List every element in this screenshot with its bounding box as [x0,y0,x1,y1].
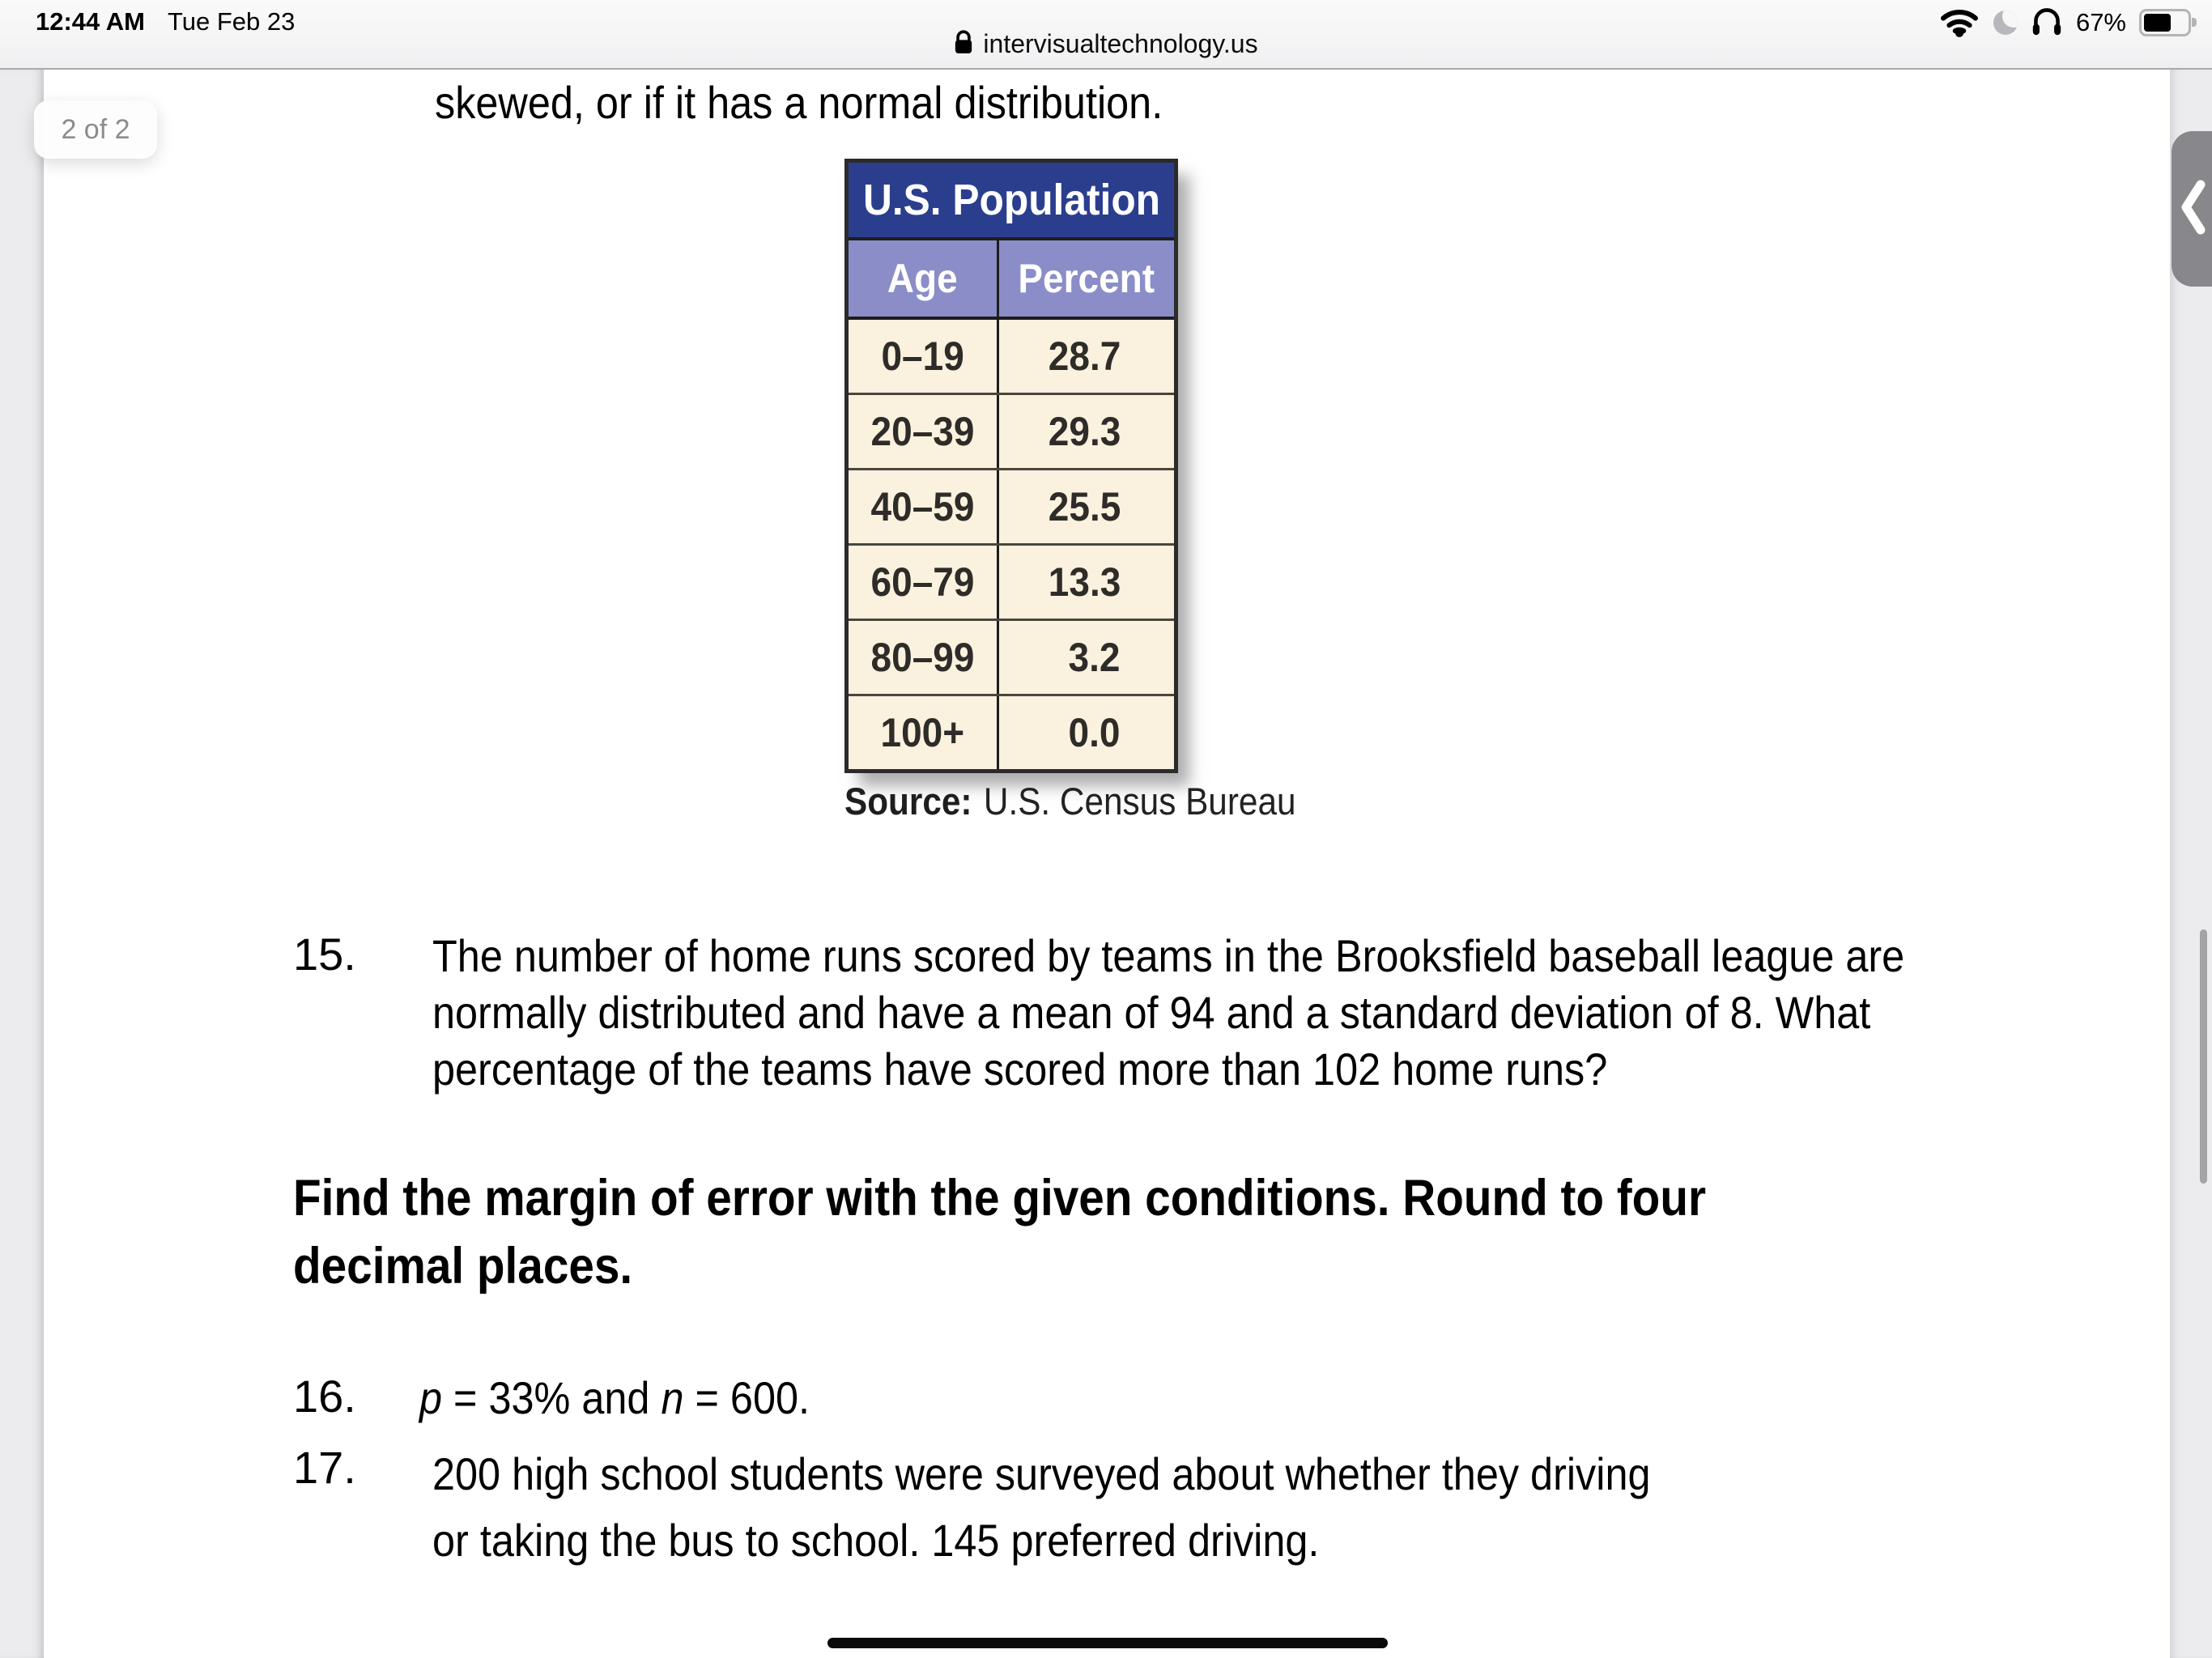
chevron-left-icon [2178,175,2210,244]
problem-15-number: 15. [293,929,356,980]
lock-icon [954,29,973,59]
sidebar-toggle-button[interactable] [2172,131,2212,287]
battery-percent: 67% [2075,8,2126,36]
table-col-header-age: Age [849,240,999,317]
url-bar[interactable] [954,29,1257,59]
right-gutter [2170,70,2212,1658]
scrollbar-thumb[interactable] [2200,929,2207,1184]
problem-15-text: The number of home runs scored by teams in the Brooksfield baseball league are normally distributed and have a mean of 94 and a standard deviation of 8. What percentage of the teams have scored more than 102 home runs? [432,930,1905,1095]
page-indicator-label: 2 of 2 [61,113,130,145]
page-indicator [34,100,157,159]
intro-text: skewed, or if it has a normal distribution. [435,77,1163,128]
table-row: 20–39 29.3 [849,395,1174,470]
date: Tue Feb 23 [167,7,296,36]
section-heading: Find the margin of error with the given conditions. Round to four decimal places. [293,1170,1707,1295]
table-row: 40–59 25.5 [849,470,1174,546]
problem-16-text: p = 33% and n = 600. [419,1372,810,1423]
table-title [849,163,1174,240]
clock: 12:44 AM [36,7,145,36]
browser-chrome [0,0,2212,70]
table-col-header-percent: Percent [1018,256,1155,301]
left-gutter [0,70,44,1658]
table-row: 100+ 0.0 [849,696,1174,769]
table-source [844,779,1296,823]
problem-16-number: 16. [293,1371,356,1422]
us-population-table [844,159,1178,773]
battery-tip [2192,18,2197,27]
home-indicator[interactable] [827,1638,1388,1648]
source-text: U.S. Census Bureau [983,780,1296,823]
table-row: 0–19 28.7 [849,320,1174,395]
problem-17-text: 200 high school students were surveyed about whether they driving or taking the bus to school. 145 preferred driving. [432,1448,1651,1566]
problem-17-number: 17. [293,1442,356,1493]
table-header-row [849,240,1174,320]
table-row: 80–99 3.2 [849,621,1174,696]
source-label: Source: [844,780,972,823]
table-title-label: U.S. Population [862,176,1160,224]
table-row: 60–79 13.3 [849,546,1174,621]
url-text: intervisualtechnology.us [983,29,1258,58]
